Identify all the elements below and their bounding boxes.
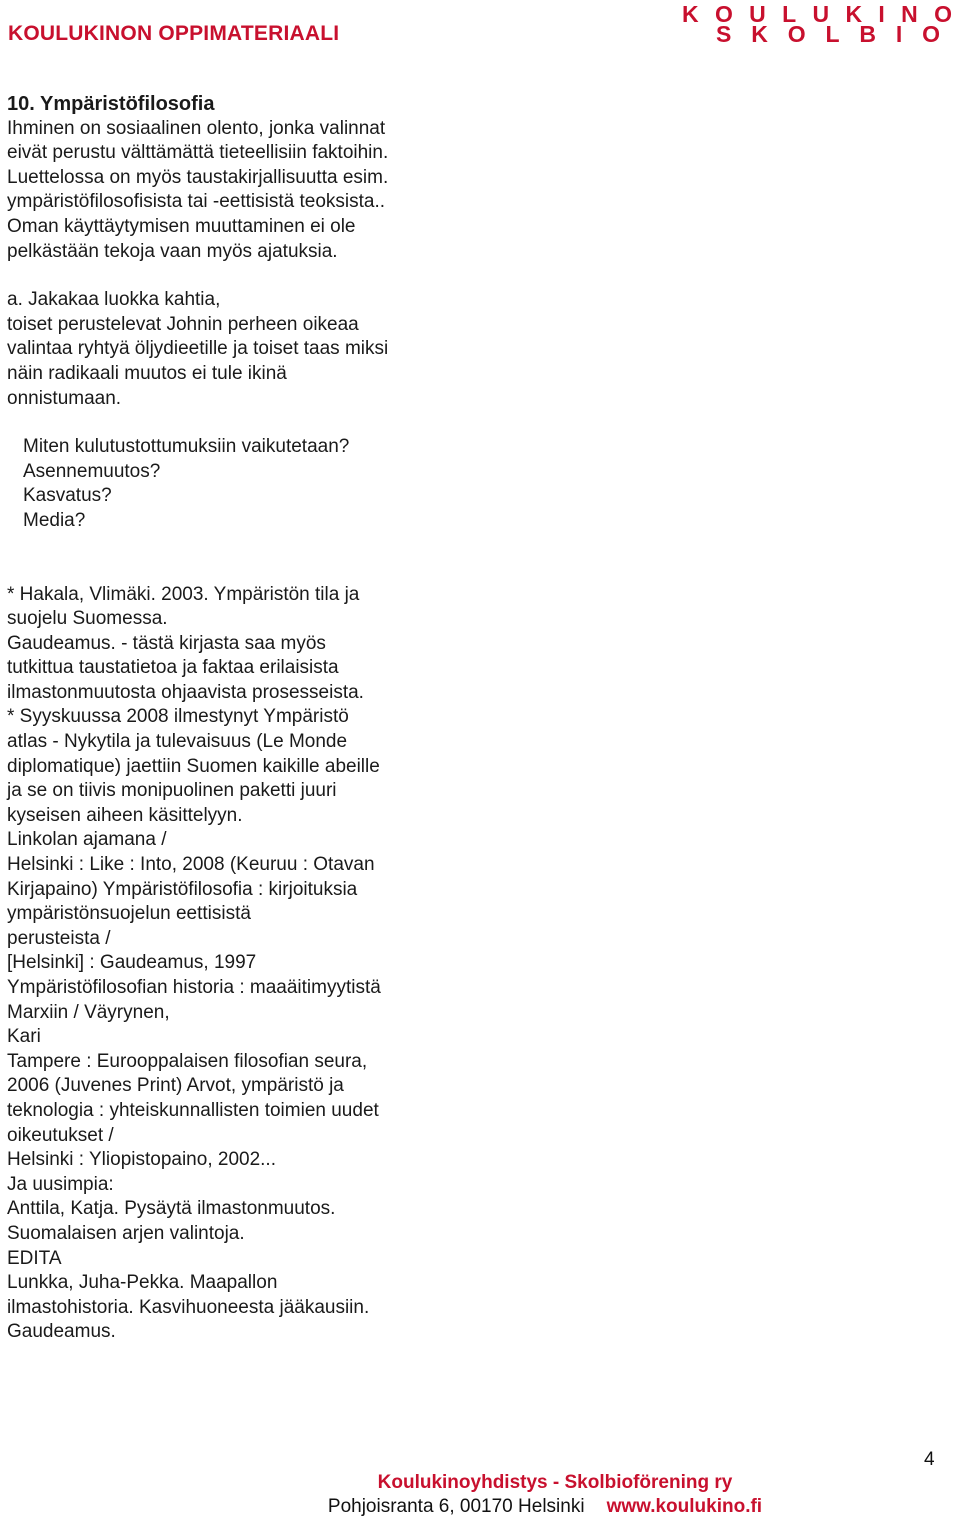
task-line: näin radikaali muutos ei tule ikinä <box>7 362 287 384</box>
logo-letter: S <box>716 21 732 47</box>
header-title: KOULUKINON OPPIMATERIAALI <box>8 22 340 45</box>
intro-line: pelkästään tekoja vaan myös ajatuksia. <box>7 240 338 262</box>
logo-letter: L <box>825 21 840 47</box>
reference-line: Ympäristöfilosofian historia : maaäitimyytistä <box>7 977 381 998</box>
task-paragraph <box>7 288 467 411</box>
reference-line: tutkittua taustatietoa ja faktaa erilaisista <box>7 657 339 679</box>
reference-line: ympäristönsuojelun eettisistä <box>7 903 251 925</box>
reference-line: Kari <box>7 1026 41 1048</box>
reference-line: atlas - Nykytila ja tulevaisuus (Le Monde <box>7 731 348 753</box>
page-footer <box>0 1470 960 1518</box>
reference-line: Helsinki : Like : Into, 2008 (Keuruu : Otavan <box>7 854 375 876</box>
footer-organization: Koulukinoyhdistys - Skolbioförening ry <box>377 1472 733 1493</box>
logo-letter: O <box>714 1 733 27</box>
intro-line: Luettelossa on myös taustakirjallisuutta esim. <box>7 166 389 188</box>
reference-line: Linkolan ajamana / <box>7 829 167 851</box>
reference-line: ilmastonmuutosta ohjaavista prosesseista. <box>7 681 364 703</box>
reference-line: [Helsinki] : Gaudeamus, 1997 <box>7 952 257 974</box>
reference-line: Ja uusimpia: <box>7 1173 114 1195</box>
reference-line: Suomalaisen arjen valintoja. <box>7 1222 245 1244</box>
reference-line: Gaudeamus. - tästä kirjasta saa myös <box>7 632 326 654</box>
logo-letter: N <box>901 1 918 27</box>
intro-line: ympäristöfilosofisista tai -eettisistä teoksista.. <box>7 191 386 213</box>
logo-letter: O <box>922 21 940 47</box>
reference-line: Tampere : Eurooppalaisen filosofian seura, <box>7 1050 368 1072</box>
logo-letter: U <box>749 1 766 27</box>
question-item: Miten kulutustottumuksiin vaikutetaan? <box>23 436 350 458</box>
reference-line: perusteista / <box>7 927 111 949</box>
logo-letter: K <box>751 21 768 47</box>
logo-letter: K <box>682 1 699 27</box>
reference-line: ja se on tiivis monipuolinen paketti juuri <box>7 780 337 802</box>
section-title: 10. Ympäristöfilosofia <box>7 93 215 115</box>
logo-letter: U <box>812 1 830 27</box>
logo-letter: B <box>859 21 876 47</box>
logo-letter: O <box>934 1 952 27</box>
footer-address-line <box>0 1496 960 1518</box>
reference-line: teknologia : yhteiskunnallisten toimien uudet <box>7 1099 379 1121</box>
reference-line: EDITA <box>7 1247 62 1269</box>
question-item: Kasvatus? <box>23 485 112 507</box>
intro-line: Ihminen on sosiaalinen olento, jonka valinnat <box>7 117 386 139</box>
logo-letter: I <box>878 1 885 27</box>
reference-line: * Hakala, Vlimäki. 2003. Ympäristön tila ja <box>7 583 360 605</box>
intro-line: Oman käyttäytymisen muuttaminen ei ole <box>7 215 356 237</box>
reference-line: Helsinki : Yliopistopaino, 2002... <box>7 1149 276 1171</box>
task-line: valintaa ryhtyä öljydieetille ja toiset taas miksi <box>7 338 389 360</box>
reference-line: suojelu Suomessa. <box>7 608 168 630</box>
reference-line: diplomatique) jaettiin Suomen kaikille abeille <box>7 755 380 777</box>
document-body <box>7 92 467 1345</box>
reference-line: 2006 (Juvenes Print) Arvot, ympäristö ja <box>7 1075 344 1097</box>
footer-website-link[interactable]: www.koulukino.fi <box>606 1496 763 1517</box>
page-number: 4 <box>924 1449 935 1470</box>
koulukino-skolbio-logo <box>682 1 952 47</box>
reference-line: oikeutukset / <box>7 1124 114 1146</box>
reference-line: * Syyskuussa 2008 ilmestynyt Ympäristö <box>7 706 349 728</box>
question-item: Media? <box>23 509 86 531</box>
reference-line: Gaudeamus. <box>7 1321 116 1343</box>
intro-paragraph <box>7 117 467 265</box>
question-item: Asennemuutos? <box>23 460 161 482</box>
reference-line: Anttila, Katja. Pysäytä ilmastonmuutos. <box>7 1198 336 1220</box>
reference-line: ilmastohistoria. Kasvihuoneesta jääkausiin. <box>7 1296 370 1318</box>
reference-line: Lunkka, Juha-Pekka. Maapallon <box>7 1272 278 1294</box>
reference-line: Kirjapaino) Ympäristöfilosofia : kirjoituksia <box>7 878 358 900</box>
question-list <box>7 435 467 533</box>
reference-line: kyseisen aiheen käsittelyyn. <box>7 804 243 826</box>
logo-row-skolbio <box>716 21 940 47</box>
reference-line: Marxiin / Väyrynen, <box>7 1001 170 1023</box>
logo-letter: I <box>895 21 903 47</box>
footer-address: Pohjoisranta 6, 00170 Helsinki <box>327 1496 585 1517</box>
logo-letter: L <box>782 1 797 27</box>
intro-line: eivät perustu välttämättä tieteellisiin faktoihin. <box>7 142 389 164</box>
reference-list <box>7 583 467 1345</box>
task-line: toiset perustelevat Johnin perheen oikeaa <box>7 313 359 335</box>
task-line: onnistumaan. <box>7 387 122 409</box>
task-line: a. Jakakaa luokka kahtia, <box>7 289 221 311</box>
logo-letter: O <box>787 21 806 47</box>
logo-letter: K <box>845 1 863 27</box>
